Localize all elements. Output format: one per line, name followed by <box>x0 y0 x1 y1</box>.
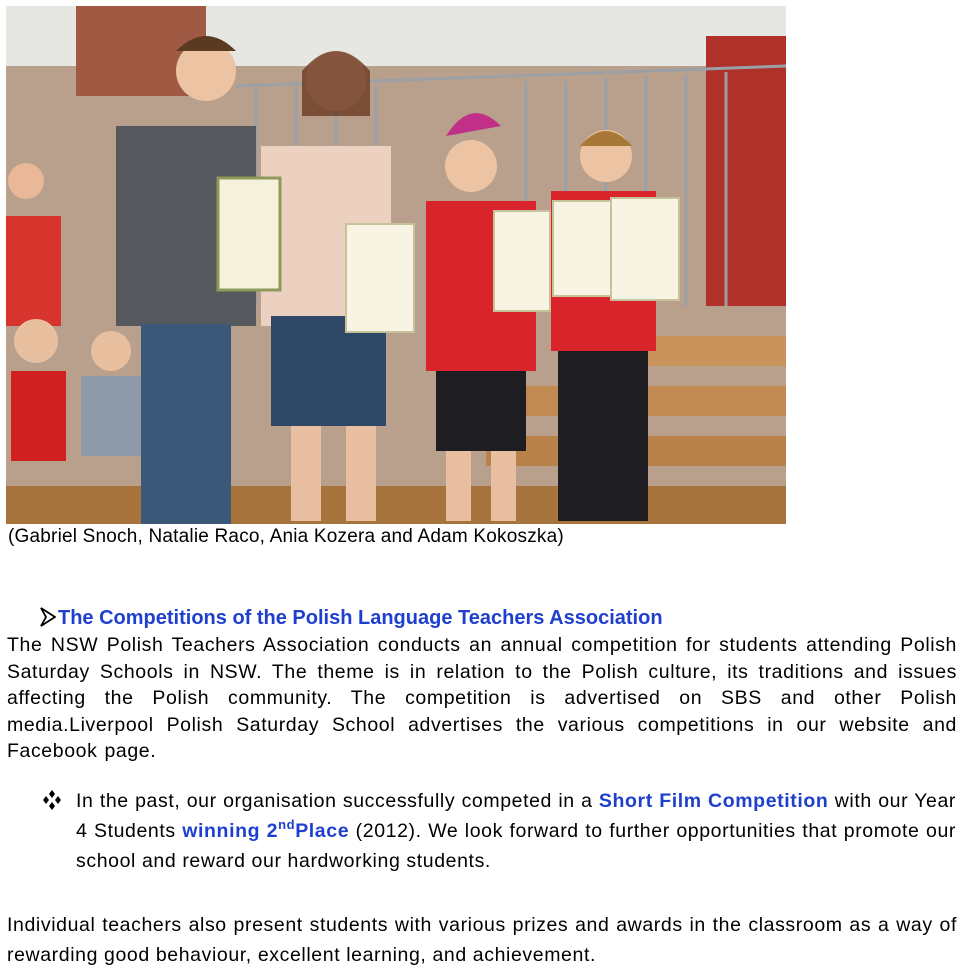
photo-caption: (Gabriel Snoch, Natalie Raco, Ania Kozera and Adam Kokoszka) <box>8 526 564 547</box>
bullet-text-after: (2012). We look forward to further opportunities that promote our school and reward our hardworking students. <box>76 820 956 872</box>
winning-place-highlight <box>182 817 350 842</box>
diamond-cluster-bullet-icon <box>42 789 62 811</box>
winning-place-number: winning 2 <box>182 820 279 842</box>
arrowhead-bullet-icon <box>40 607 56 627</box>
award-photo-illustration <box>6 6 786 524</box>
award-photo <box>6 6 786 524</box>
competition-paragraph: The NSW Polish Teachers Association conducts an annual competition for students attending Polish Saturday Schools in NSW. The theme is in relation to the Polish culture, its traditions and issues affecting the Polish community. The competition is advertised on SBS and other Polish media.Liverpool Polish Saturday School advertises the various competitions in our website and Facebook page. <box>7 634 957 762</box>
bullet-text-before: In the past, our organisation successfully competed in a <box>76 790 599 812</box>
short-film-highlight: Short Film Competition <box>598 790 829 812</box>
bullet-text-middle: with our Year 4 Students <box>76 790 956 842</box>
winning-place-word: Place <box>295 820 350 842</box>
closing-paragraph: Individual teachers also present students with various prizes and awards in the classroom as a way of rewarding good behaviour, excellent learning, and achievement. <box>7 914 957 966</box>
achievement-bullet-text <box>76 786 956 876</box>
ordinal-suffix: nd <box>278 817 296 832</box>
section-heading: The Competitions of the Polish Language Teachers Association <box>58 607 663 629</box>
